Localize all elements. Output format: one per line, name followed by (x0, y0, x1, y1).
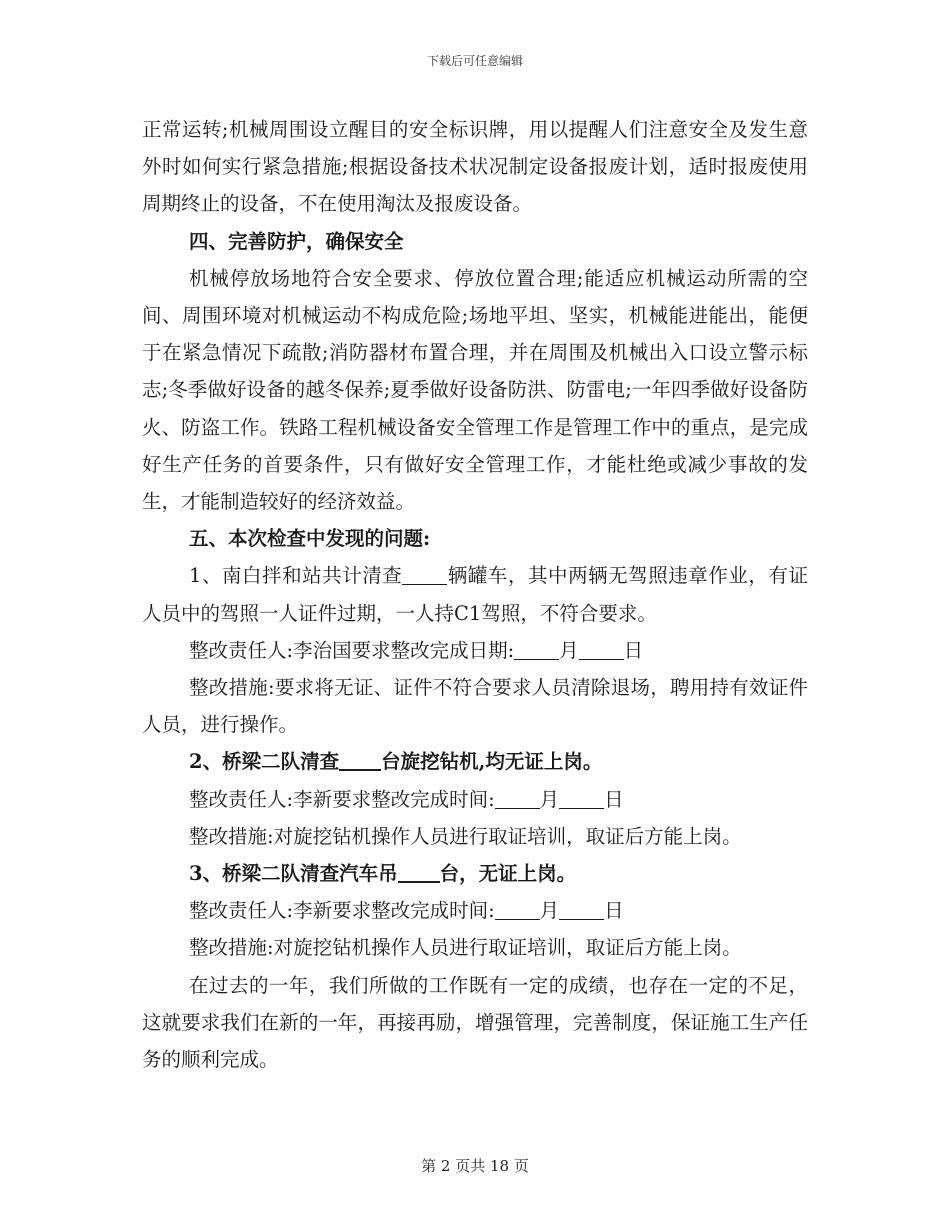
fill-blank (495, 787, 540, 808)
responsible-3-label: 整改责任人:李新要求整改完成时间: (189, 899, 495, 923)
issue-item-2 (142, 743, 808, 780)
measure-line-2: 整改措施:对旋挖钻机操作人员进行取证培训，取证后方能上岗。 (189, 824, 742, 848)
responsible-2-label: 整改责任人:李新要求整改完成时间: (189, 787, 495, 811)
issue-item-1 (142, 557, 808, 631)
fill-blank (514, 638, 559, 659)
day-label: 日 (604, 899, 624, 923)
section-heading-4: 四、完善防护，确保安全 (189, 229, 404, 253)
issue-1-text-a: 1、南白拌和站共计清查 (189, 564, 403, 588)
document-body (142, 111, 808, 1078)
fill-blank (495, 899, 540, 920)
paragraph-maintenance: 正常运转;机械周围设立醒目的安全标识牌，用以提醒人们注意安全及发生意外时如何实行紧急措施;根据设备技术状况制定设备报废计划，适时报废使用周期终止的设备，不在使用淘汰及报废设备。 (142, 118, 808, 216)
fill-blank (402, 564, 447, 585)
responsible-line-1 (142, 632, 808, 669)
issue-3-text-b: 台，无证上岗。 (439, 862, 577, 886)
fill-blank (579, 638, 624, 659)
month-label: 月 (559, 638, 579, 662)
day-label: 日 (623, 638, 644, 662)
fill-blank (559, 787, 604, 808)
fill-blank (559, 899, 604, 920)
responsible-line-2 (142, 781, 808, 818)
measure-line-1: 整改措施:要求将无证、证件不符合要求人员清除退场，聘用持有效证件人员，进行操作。 (142, 676, 808, 737)
page-header: 下载后可任意编辑 (426, 54, 523, 68)
issue-1-text-b: 辆罐车，其中两辆无驾照违章作业，有证人员中的驾照一人证件过期，一人持C1驾照，不符合要求。 (142, 564, 808, 625)
responsible-1-label: 整改责任人:李治国要求整改完成日期: (189, 638, 515, 662)
month-label: 月 (539, 899, 560, 923)
month-label: 月 (539, 787, 560, 811)
section-heading-5: 五、本次检查中发现的问题: (189, 527, 431, 551)
measure-line-3: 整改措施:对旋挖钻机操作人员进行取证培训，取证后方能上岗。 (189, 936, 742, 960)
issue-3-text-a: 3、桥梁二队清查汽车吊 (189, 862, 398, 886)
fill-blank (339, 749, 381, 771)
paragraph-protection: 机械停放场地符合安全要求、停放位置合理;能适应机械运动所需的空间、周围环境对机械运动不构成危险;场地平坦、坚实，机械能进能出，能便于在紧急情况下疏散;消防器材布置合理，并在周围及机械出入口设立警示标志;冬季做好设备的越冬保养;夏季做好设备防洪、防雷电;一年四季做好设备防火、防盗工作。铁路工程机械设备安全管理工作是管理工作中的重点，是完成好生产任务的首要条件，只有做好安全管理工作，才能杜绝或减少事故的发生，才能制造较好的经济效益。 (142, 266, 808, 514)
page-number: 第 2 页共 18 页 (421, 1157, 529, 1175)
day-label: 日 (604, 787, 624, 811)
paragraph-conclusion: 在过去的一年，我们所做的工作既有一定的成绩，也存在一定的不足，这就要求我们在新的一年，再接再励，增强管理，完善制度，保证施工生产任务的顺利完成。 (142, 973, 808, 1072)
fill-blank (398, 861, 440, 883)
issue-2-text-b: 台旋挖钻机,均无证上岗。 (381, 750, 603, 774)
issue-item-3 (142, 855, 808, 892)
responsible-line-3 (142, 892, 808, 929)
issue-2-text-a: 2、桥梁二队清查 (189, 750, 340, 774)
